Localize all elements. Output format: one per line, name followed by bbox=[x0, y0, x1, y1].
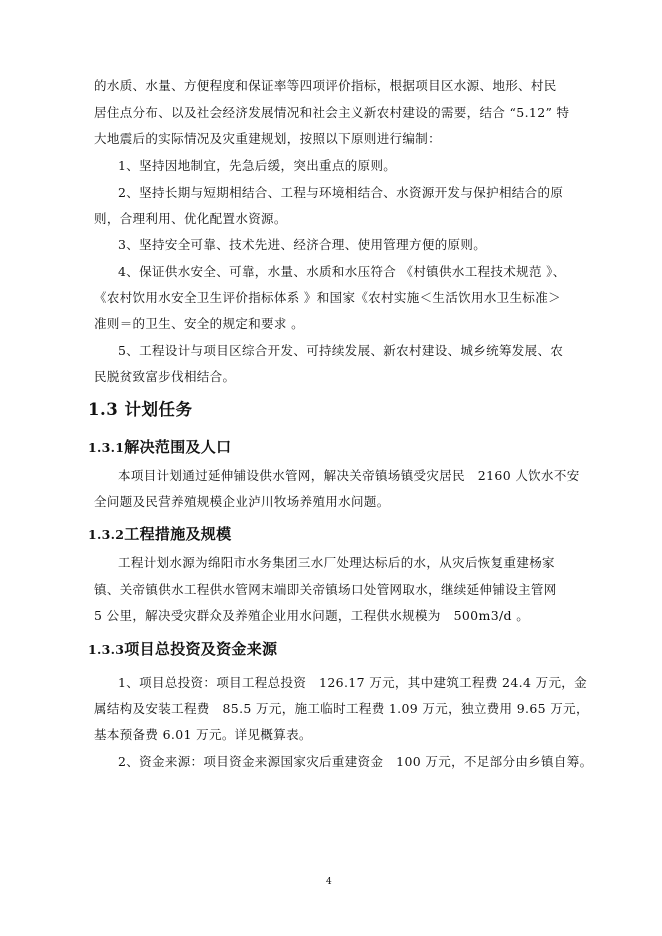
principle-4-line-2: 《农村饮用水安全卫生评价指标体系 》和国家《农村实施＜生活饮用水卫生标准＞ bbox=[94, 290, 561, 305]
section-1-3-1-line-2: 全问题及民营养殖规模企业泸川牧场养殖用水问题。 bbox=[94, 494, 390, 509]
section-1-3-3-heading bbox=[88, 639, 277, 660]
section-1-3-2-line-2: 镇、关帝镇供水工程供水管网末端即关帝镇场口处管网取水，继续延伸铺设主管网 bbox=[94, 582, 557, 597]
intro-line-2: 居住点分布、以及社会经济发展情况和社会主义新农村建设的需要，结合 “5.12” 特 bbox=[94, 105, 570, 120]
section-1-3-1-heading bbox=[88, 437, 231, 458]
section-1-3-1-number: 1.3.1 bbox=[88, 440, 125, 455]
intro-line-1: 的水质、水量、方便程度和保证率等四项评价指标，根据项目区水源、地形、村民 bbox=[94, 78, 557, 93]
principle-2-line-2: 则，合理利用、优化配置水资源。 bbox=[94, 211, 287, 226]
section-1-3-2-line-3: 5 公里，解决受灾群众及养殖企业用水问题，工程供水规模为 500m3/d 。 bbox=[94, 608, 530, 623]
section-1-3-3-line-2: 属结构及安装工程费 85.5 万元，施工临时工程费 1.09 万元，独立费用 9.65 万元， bbox=[94, 701, 589, 716]
page-number: 4 bbox=[326, 877, 332, 887]
section-1-3-1-line-1: 本项目计划通过延伸铺设供水管网，解决关帝镇场镇受灾居民 2160 人饮水不安 bbox=[118, 468, 580, 483]
principle-4-line-1: 4、保证供水安全、可靠，水量、水质和水压符合 《村镇供水工程技术规范 》、 bbox=[118, 264, 566, 279]
section-1-3-heading: 1.3 计划任务 bbox=[88, 400, 193, 419]
principle-1: 1、坚持因地制宜，先急后缓，突出重点的原则。 bbox=[118, 158, 397, 173]
principle-5-line-1: 5、工程设计与项目区综合开发、可持续发展、新农村建设、城乡统筹发展、农 bbox=[118, 343, 564, 358]
section-1-3-3-line-4: 2、资金来源：项目资金来源国家灾后重建资金 100 万元，不足部分由乡镇自筹。 bbox=[118, 754, 593, 769]
section-1-3-2-title: 工程措施及规模 bbox=[124, 525, 232, 543]
section-1-3-3-line-3: 基本预备费 6.01 万元。详见概算表。 bbox=[94, 727, 312, 742]
section-1-3-2-number: 1.3.2 bbox=[88, 527, 125, 542]
principle-3: 3、坚持安全可靠、技术先进、经济合理、使用管理方便的原则。 bbox=[118, 237, 487, 252]
intro-line-3: 大地震后的实际情况及灾重建规划，按照以下原则进行编制： bbox=[94, 131, 441, 146]
principle-2-line-1: 2、坚持长期与短期相结合、工程与环境相结合、水资源开发与保护相结合的原 bbox=[118, 185, 564, 200]
section-1-3-3-number: 1.3.3 bbox=[88, 642, 125, 657]
principle-5-line-2: 民脱贫致富步伐相结合。 bbox=[94, 369, 236, 384]
section-1-3-3-line-1: 1、项目总投资：项目工程总投资 126.17 万元，其中建筑工程费 24.4 万元，金 bbox=[118, 675, 587, 690]
section-1-3-2-line-1: 工程计划水源为绵阳市水务集团三水厂处理达标后的水，从灾后恢复重建杨家 bbox=[118, 555, 555, 570]
section-1-3-3-title: 项目总投资及资金来源 bbox=[124, 640, 278, 658]
principle-4-line-3: 准则＝的卫生、安全的规定和要求 。 bbox=[94, 316, 304, 331]
section-1-3-1-title: 解决范围及人口 bbox=[124, 438, 232, 456]
section-1-3-2-heading bbox=[88, 524, 231, 545]
